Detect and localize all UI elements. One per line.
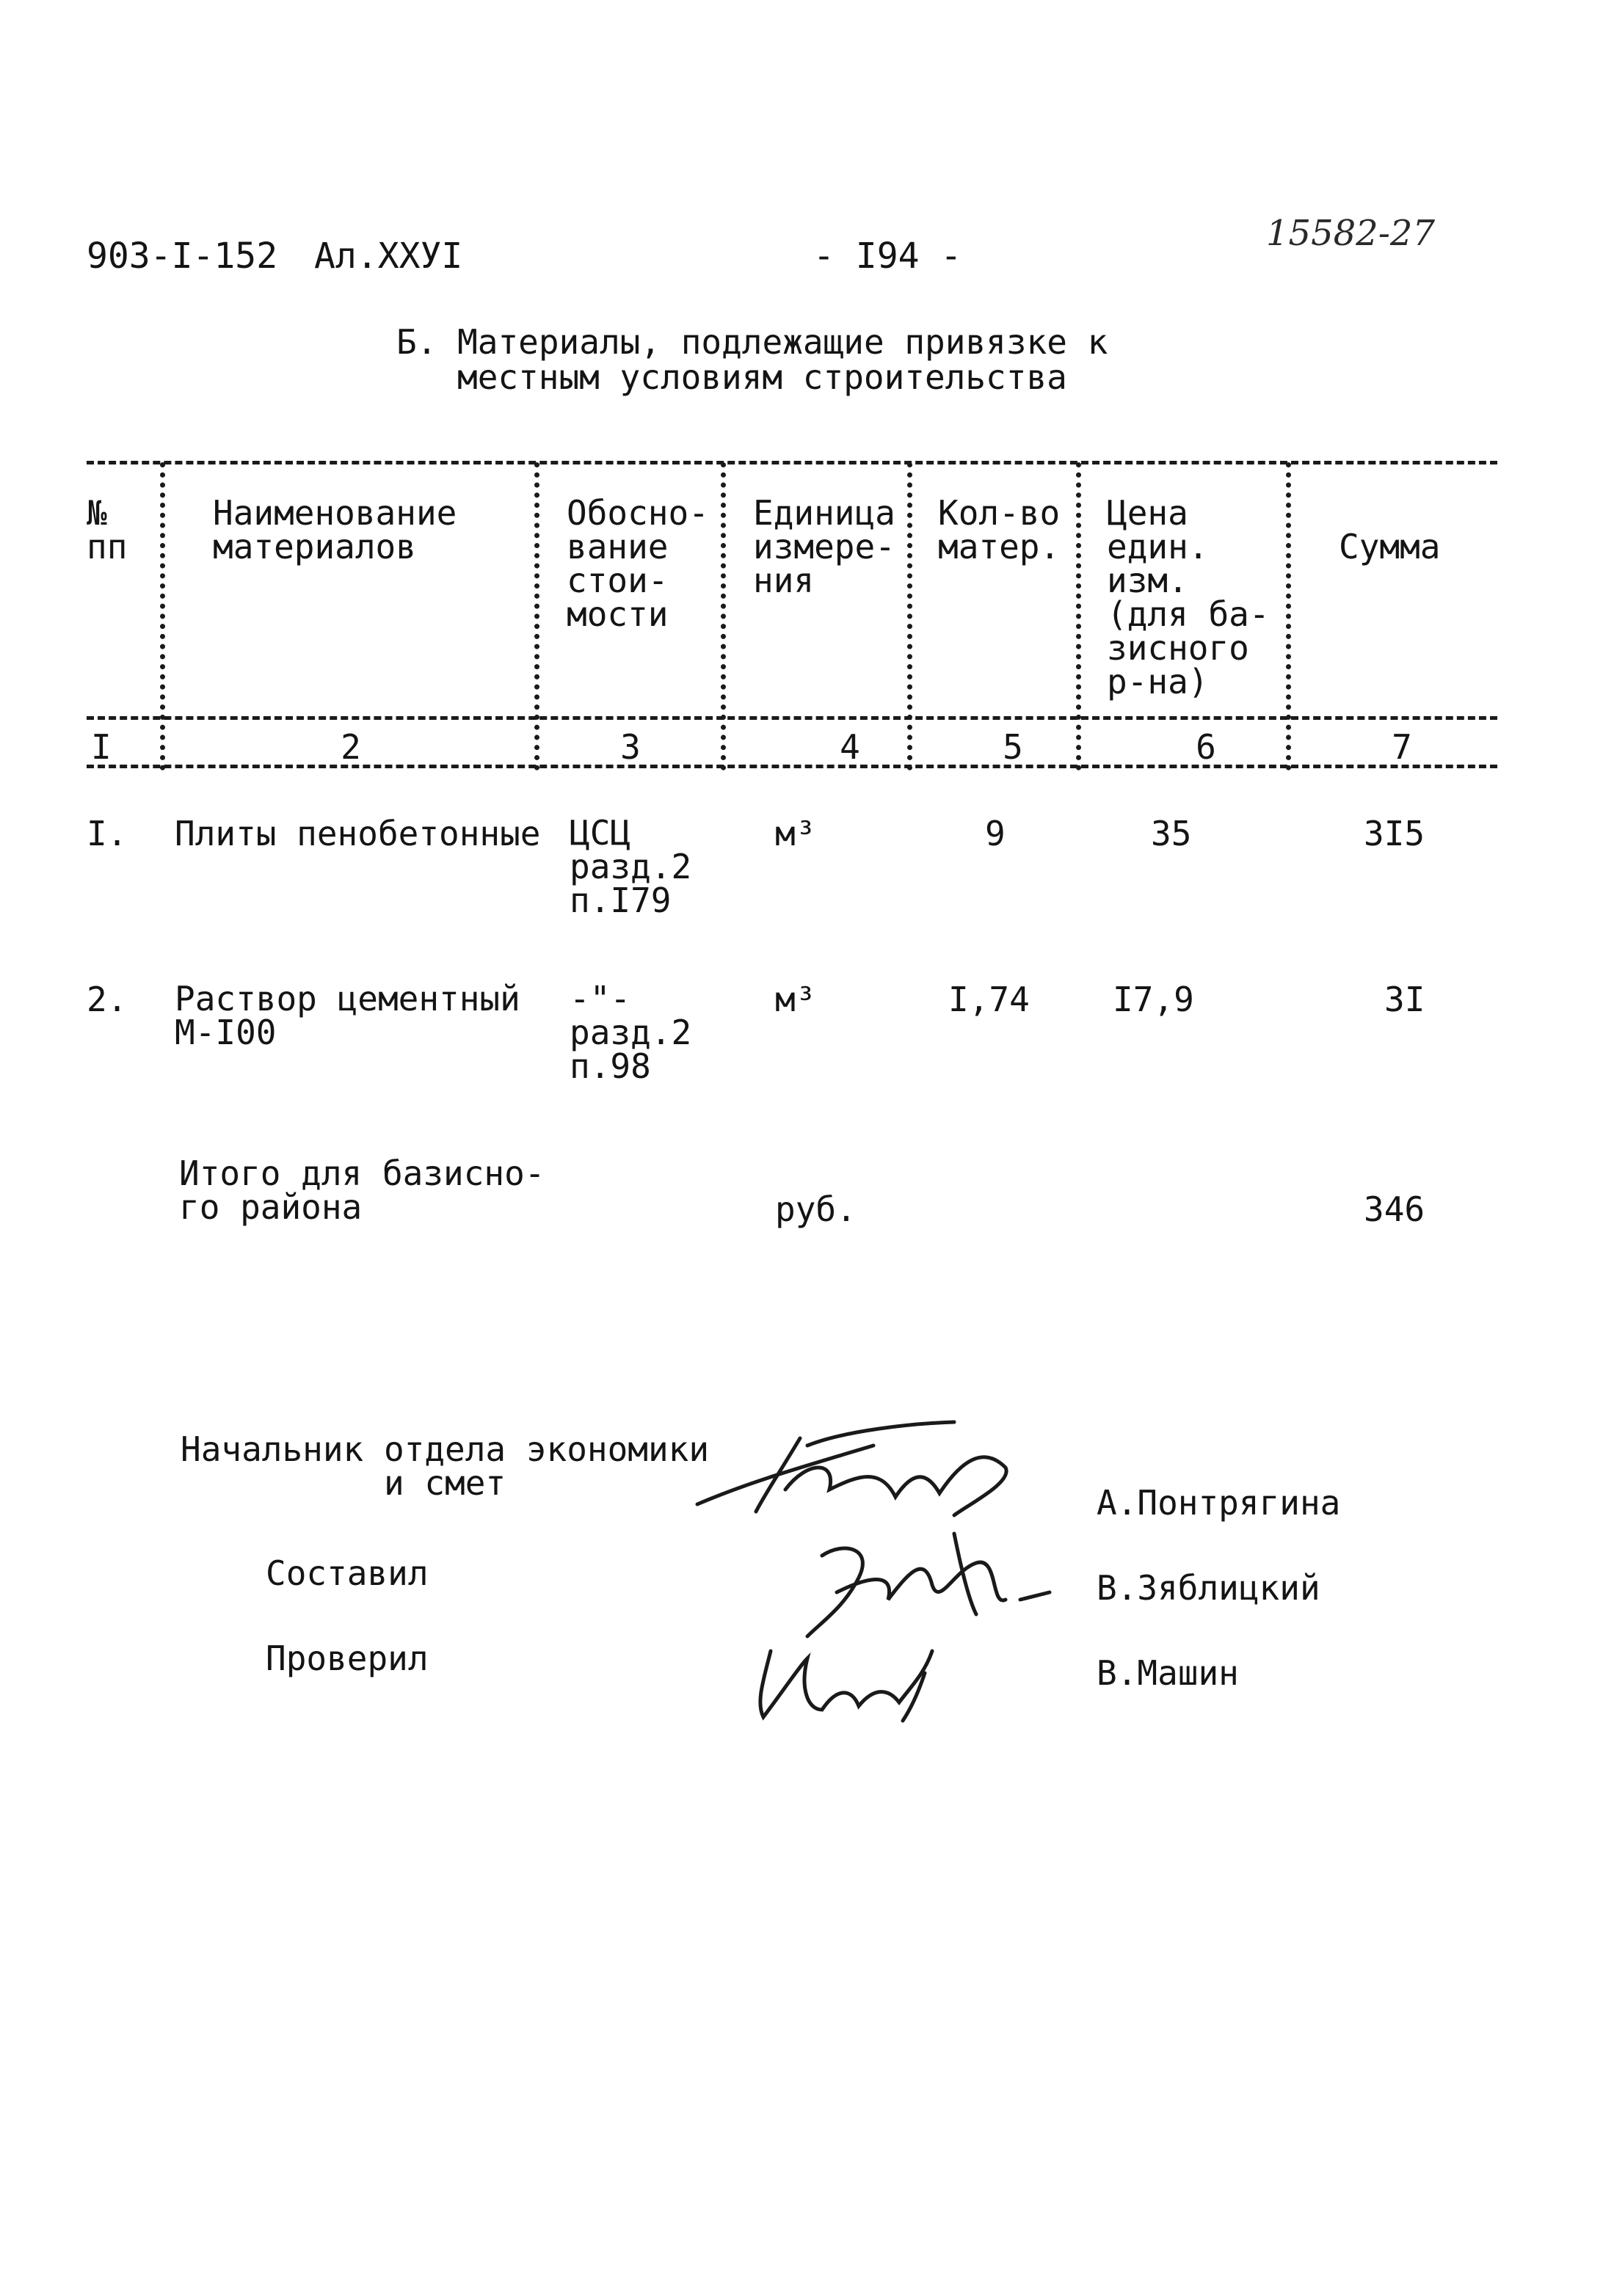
column-header-number: № пп xyxy=(87,493,128,566)
column-number: 5 xyxy=(1003,727,1023,767)
unit: м³ xyxy=(775,814,816,853)
unit: м³ xyxy=(775,980,816,1019)
unit-price: 35 xyxy=(1151,814,1192,853)
column-header-name: Наименование материалов xyxy=(213,493,457,566)
cost-basis: ЦСЦ разд.2 п.I79 xyxy=(570,813,692,920)
column-number: I xyxy=(91,727,112,767)
column-header-unit: Единица измере- ния xyxy=(753,493,895,600)
column-number: 7 xyxy=(1392,727,1412,767)
signature-head xyxy=(690,1416,1042,1534)
document-code: 903-I-152 xyxy=(87,236,278,277)
checked-label: Проверил xyxy=(266,1639,429,1678)
material-name: Плиты пенобетонные xyxy=(175,814,541,853)
total-label: Итого для базисно- го района xyxy=(179,1154,545,1227)
cost-basis: -"- разд.2 п.98 xyxy=(570,979,692,1086)
row-sum: 3I xyxy=(1384,980,1425,1019)
column-separator xyxy=(534,462,539,770)
page-number: - I94 - xyxy=(813,236,962,277)
checked-name: В.Машин xyxy=(1097,1653,1239,1693)
section-title-line-1: Б. Материалы, подлежащие привязке к xyxy=(396,322,1108,362)
row-number: 2. xyxy=(87,980,128,1019)
column-number: 6 xyxy=(1196,727,1216,767)
signature-checked xyxy=(741,1629,962,1732)
column-separator xyxy=(160,462,165,770)
compiled-name: В.Зяблицкий xyxy=(1097,1568,1320,1608)
column-header-price: Цена един. изм. (для ба- зисного р-на) xyxy=(1107,493,1270,701)
head-title: Начальник отдела экономики и смет xyxy=(181,1429,710,1503)
material-name: Раствор цементный М-I00 xyxy=(175,979,520,1052)
quantity: 9 xyxy=(985,814,1006,853)
unit-price: I7,9 xyxy=(1113,980,1194,1019)
column-header-basis: Обосно- вание стои- мости xyxy=(567,493,709,634)
total-sum: 346 xyxy=(1364,1189,1425,1229)
column-header-sum: Сумма xyxy=(1339,527,1441,566)
column-separator xyxy=(1076,462,1081,770)
row-number: I. xyxy=(87,814,128,853)
column-separator xyxy=(721,462,726,770)
column-separator xyxy=(1286,462,1291,770)
head-name: А.Понтрягина xyxy=(1097,1483,1341,1523)
column-separator xyxy=(907,462,912,770)
section-title-line-2: местным условиям строительства xyxy=(457,357,1067,397)
column-number: 3 xyxy=(620,727,641,767)
total-unit: руб. xyxy=(775,1189,857,1229)
inventory-number: 15582-27 xyxy=(1266,213,1435,254)
column-number: 4 xyxy=(840,727,860,767)
quantity: I,74 xyxy=(948,980,1030,1019)
column-number: 2 xyxy=(341,727,361,767)
album-number: Ал.XXУI xyxy=(314,236,463,277)
signature-compiled xyxy=(778,1526,1072,1644)
compiled-label: Составил xyxy=(266,1553,429,1593)
row-sum: 3I5 xyxy=(1364,814,1425,853)
column-header-quantity: Кол-во матер. xyxy=(938,493,1061,566)
